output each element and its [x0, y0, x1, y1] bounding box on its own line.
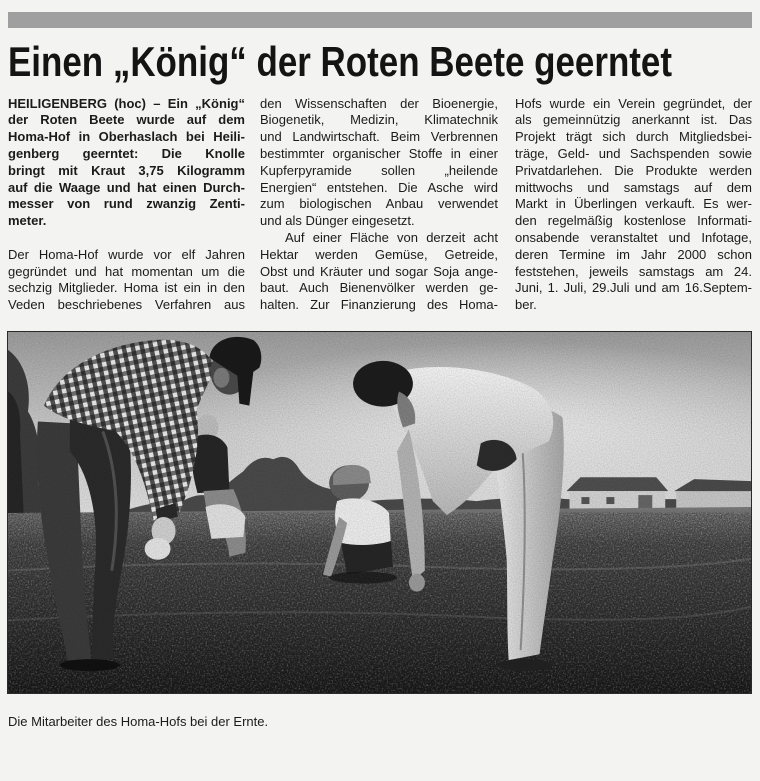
body-line: Energien“ entstehen. Die Asche wird: [260, 179, 498, 195]
header-rule: [8, 12, 752, 28]
body-line: Hektar werden Gemüse, Getreide,: [260, 246, 498, 262]
body-line: Auf einer Fläche von derzeit acht: [285, 229, 498, 245]
photo-caption: Die Mitarbeiter des Homa-Hofs bei der Ernte.: [8, 714, 269, 729]
body-line: Juni, 1. Juli, 29.Juli und am 16.Septem-: [515, 280, 752, 296]
body-line: sechzig Mitglieder. Homa ist ein in den: [8, 280, 245, 296]
article-column: [8, 96, 245, 314]
lead-line: messer von rund zwanzig Zenti-: [8, 196, 245, 212]
photo-image: [8, 332, 751, 693]
body-line: halten. Zur Finanzierung des Homa-: [260, 297, 498, 313]
photo: [7, 331, 752, 694]
body-line: und als Dünger eingesetzt.: [260, 213, 415, 229]
print-grain: [8, 332, 751, 693]
body-line: den Wissenschaften der Bioenergie,: [260, 95, 498, 111]
body-line: onsabende veranstaltet und Infotage,: [515, 229, 752, 245]
body-line: zum biologischen Anbau verwendet: [260, 196, 498, 212]
body-line: Biogenetik, Medizin, Klimatechnik: [260, 112, 498, 128]
body-line: und Landwirtschaft. Beim Verbrennen: [260, 129, 498, 145]
lead-line: genberg geerntet: Die Knolle: [8, 145, 245, 161]
body-line: feststehen, jeweils samstags am 24.: [515, 263, 752, 279]
article-column: [260, 96, 498, 314]
lead-paragraph: [8, 96, 245, 230]
body-line: den regelmäßig kostenlose Informati-: [515, 213, 752, 229]
body-text: [8, 247, 245, 314]
body-line: mittwochs und samstags auf dem: [515, 179, 752, 195]
body-line: Privatdarlehen. Die Produkte werden: [515, 162, 752, 178]
body-line: Kupferpyramide sollen „heilende: [260, 162, 498, 178]
body-line: bestimmter organischer Stoffe in einer: [260, 145, 498, 161]
lead-line: der Roten Beete wurde auf dem: [8, 112, 245, 128]
body-line: Obst und Kräuter und sogar Soja ange-: [260, 263, 498, 279]
lead-line: meter.: [8, 213, 47, 229]
body-line: gegründet und hat momentan um die: [8, 263, 245, 279]
lead-line: HEILIGENBERG (hoc) – Ein „König“: [8, 95, 245, 111]
lead-line: Homa-Hof in Oberhaslach bei Heili-: [8, 129, 245, 145]
lead-line: bringt mit Kraut 3,75 Kilogramm: [8, 162, 245, 178]
article-column: [515, 96, 752, 314]
body-line: Der Homa-Hof wurde vor elf Jahren: [8, 246, 245, 262]
lead-line: auf die Waage und hat einen Durch-: [8, 179, 245, 195]
body-line: Veden beschriebenes Verfahren aus: [8, 297, 245, 313]
body-line: Hofs wurde ein Verein gegründet, der: [515, 95, 752, 111]
body-line: Markt in Überlingen verkauft. Es wer-: [515, 196, 752, 212]
body-line: als gemeinnützig anerkannt ist. Das: [515, 112, 752, 128]
body-line: Projekt trägt sich durch Mitgliedsbei-: [515, 129, 752, 145]
body-line: deren Termine im Jahr 2000 schon: [515, 246, 752, 262]
body-line: baut. Auch Bienenvölker werden ge-: [260, 280, 498, 296]
headline: Einen „König“ der Roten Beete geerntet: [8, 38, 672, 85]
body-line: träge, Geld- und Sachspenden sowie: [515, 145, 752, 161]
body-line: ber.: [515, 297, 537, 313]
